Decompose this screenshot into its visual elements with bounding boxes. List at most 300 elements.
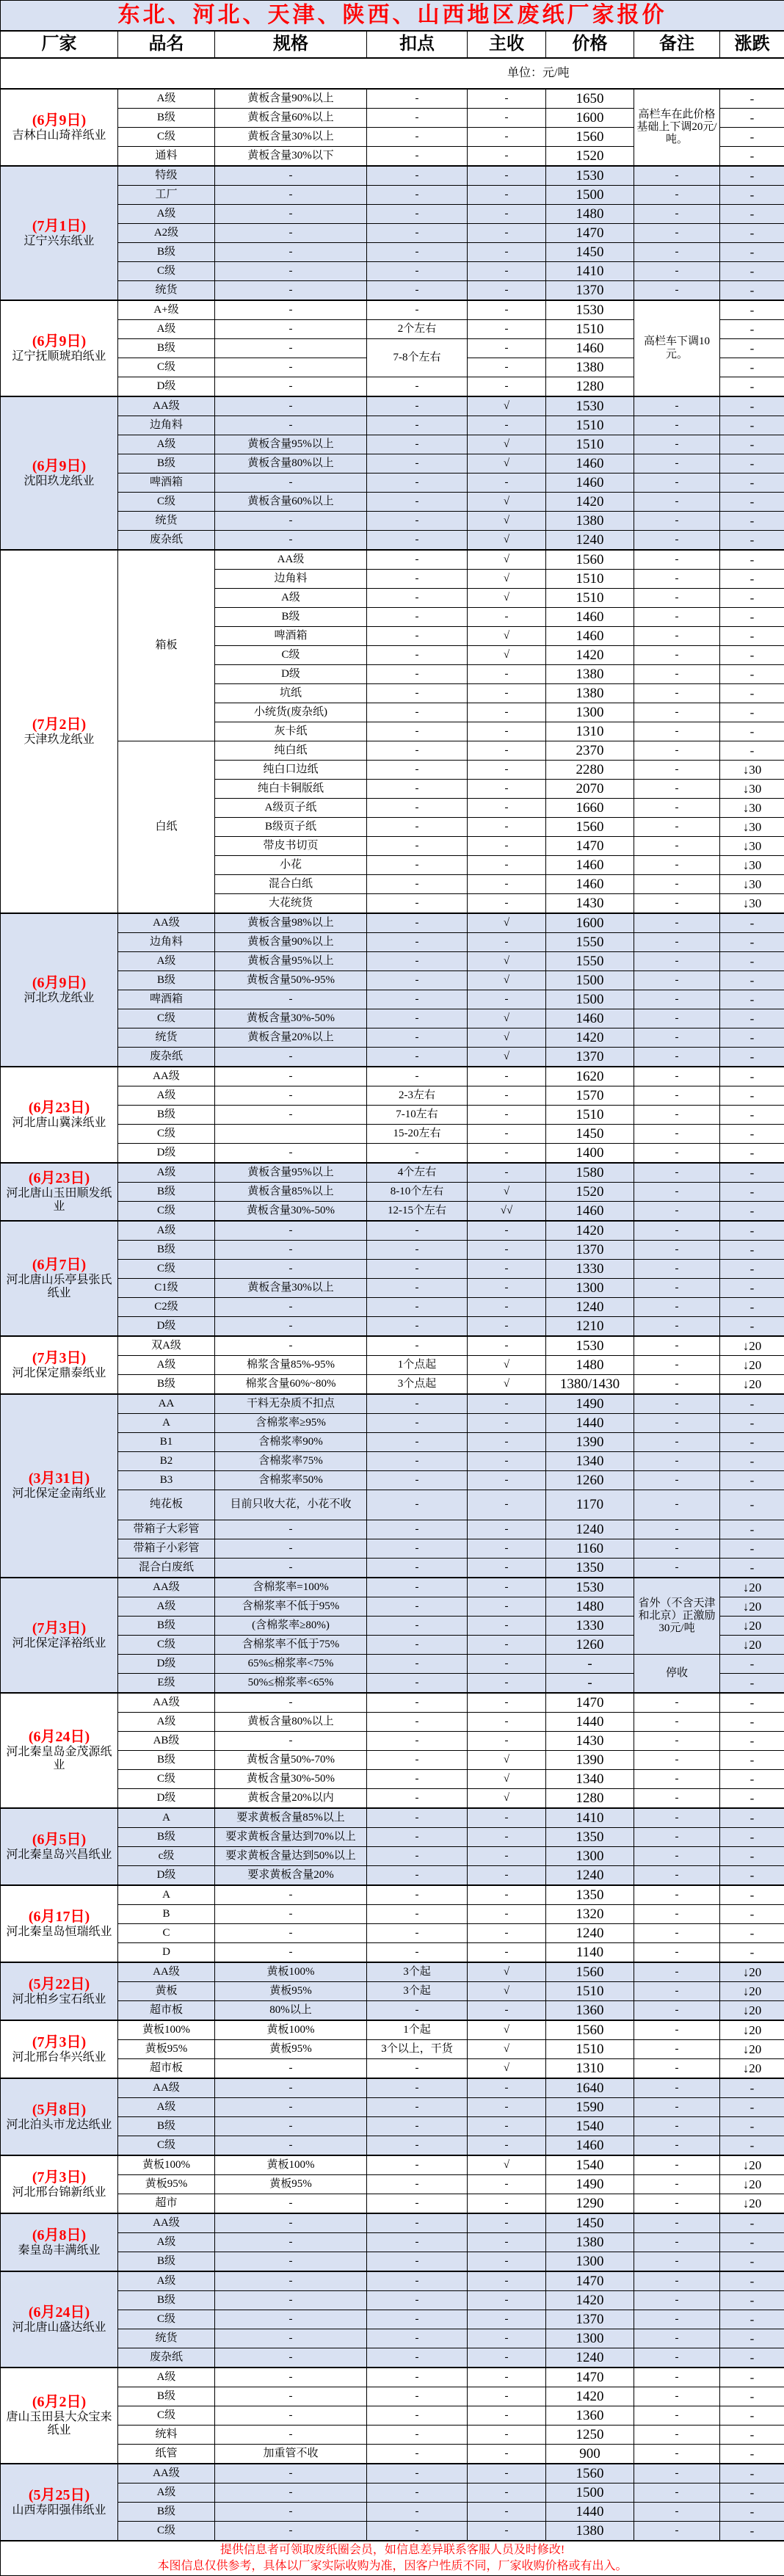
company-name: 河北保定泽裕纸业: [1, 1637, 117, 1650]
deduction-cell: -: [367, 531, 468, 551]
product-cell: 统货: [118, 2329, 215, 2348]
table-row: [1, 2348, 784, 2368]
product-cell: D级: [118, 1144, 215, 1164]
spec-cell: -: [215, 1559, 367, 1578]
price-cell: 1380: [546, 2233, 634, 2252]
main-cell: √: [468, 1982, 546, 2001]
change-cell: -: [720, 2484, 784, 2503]
main-cell: -: [468, 761, 546, 780]
main-cell: -: [468, 320, 546, 339]
company-name: 辽宁兴东纸业: [1, 235, 117, 248]
change-cell: -: [720, 416, 784, 435]
change-cell: -: [720, 1163, 784, 1183]
main-cell: -: [468, 128, 546, 147]
note-cell: -: [634, 1789, 720, 1809]
note-cell: -: [634, 665, 720, 684]
table-row: [1, 2291, 784, 2310]
price-cell: 1520: [546, 1183, 634, 1202]
main-cell: -: [468, 2213, 546, 2233]
deduction-cell: -: [367, 1559, 468, 1578]
note-cell: -: [634, 512, 720, 531]
deduction-cell: -: [367, 1905, 468, 1924]
price-cell: 1380: [546, 2522, 634, 2541]
change-cell: -: [720, 933, 784, 952]
price-cell: 1530: [546, 1336, 634, 1356]
table-row: [1, 1847, 784, 1866]
price-cell: 1300: [546, 2252, 634, 2272]
deduction-cell: 4个左右: [367, 1163, 468, 1183]
spec-cell: (含棉浆率≥80%): [215, 1617, 367, 1636]
main-cell: -: [468, 2368, 546, 2387]
spec-cell: -: [215, 1693, 367, 1713]
price-cell: 1330: [546, 1617, 634, 1636]
main-cell: √: [468, 589, 546, 608]
change-cell: ↓20: [720, 1636, 784, 1655]
table-row: [1, 1732, 784, 1751]
note-cell: -: [634, 1885, 720, 1905]
note-cell: -: [634, 2194, 720, 2214]
company-cell: [1, 166, 118, 300]
note-cell: -: [634, 1866, 720, 1886]
update-date: (6月9日): [1, 112, 117, 129]
main-cell: -: [468, 2426, 546, 2445]
table-row: [1, 531, 784, 551]
price-cell: 1440: [546, 2503, 634, 2522]
product-cell: C级: [118, 2310, 215, 2329]
spec-cell: 黄板含量95%以上: [215, 952, 367, 971]
spec-cell: 干料无杂质不扣点: [215, 1394, 367, 1414]
note-cell: -: [634, 2233, 720, 2252]
spec-cell: -: [215, 2059, 367, 2079]
spec-cell: 灰卡纸: [215, 722, 367, 741]
main-cell: -: [468, 1578, 546, 1597]
note-cell: -: [634, 1028, 720, 1048]
note-cell: -: [634, 1221, 720, 1241]
main-cell: √: [468, 1770, 546, 1789]
change-cell: ↓30: [720, 780, 784, 799]
price-cell: 1460: [546, 608, 634, 627]
update-date: (7月3日): [1, 2034, 117, 2051]
main-cell: √: [468, 493, 546, 512]
main-cell: √: [468, 531, 546, 551]
change-cell: -: [720, 166, 784, 186]
spec-cell: 黄板含量90%以上: [215, 933, 367, 952]
deduction-cell: -: [367, 1009, 468, 1028]
main-cell: -: [468, 186, 546, 205]
price-cell: 1600: [546, 109, 634, 128]
deduction-cell: -: [367, 2329, 468, 2348]
change-cell: -: [720, 1674, 784, 1694]
product-cell: C级: [118, 1009, 215, 1028]
company-name: 河北邢台华兴纸业: [1, 2051, 117, 2064]
spec-cell: -: [215, 474, 367, 493]
product-cell: B级: [118, 1828, 215, 1847]
price-cell: 1420: [546, 646, 634, 665]
change-cell: -: [720, 243, 784, 262]
note-cell: -: [634, 1260, 720, 1279]
spec-cell: -: [215, 358, 367, 377]
table-row: [1, 1789, 784, 1809]
company-cell: [1, 1962, 118, 2020]
spec-cell: 黄板含量80%以上: [215, 454, 367, 474]
change-cell: ↓20: [720, 2020, 784, 2040]
main-cell: √: [468, 1789, 546, 1809]
deduction-cell: -: [367, 665, 468, 684]
change-cell: -: [720, 512, 784, 531]
deduction-cell: -: [367, 2059, 468, 2079]
product-cell: 统货: [118, 281, 215, 301]
main-cell: -: [468, 377, 546, 397]
main-cell: -: [468, 1885, 546, 1905]
product-cell: B级: [118, 1375, 215, 1395]
spec-cell: 含棉浆率=100%: [215, 1578, 367, 1597]
price-cell: 1660: [546, 799, 634, 818]
company-name: 天津玖龙纸业: [1, 733, 117, 747]
spec-cell: -: [215, 1241, 367, 1260]
spec-cell: -: [215, 2522, 367, 2541]
update-date: (5月25日): [1, 2487, 117, 2504]
product-cell: C级: [118, 493, 215, 512]
price-cell: 1570: [546, 1086, 634, 1106]
product-cell: C2级: [118, 1298, 215, 1317]
table-row: [1, 1067, 784, 1086]
table-row: [1, 2194, 784, 2214]
main-cell: -: [468, 2522, 546, 2541]
deduction-cell: 3个起: [367, 1982, 468, 2001]
change-cell: -: [720, 2098, 784, 2117]
price-cell: 1640: [546, 2078, 634, 2098]
change-cell: -: [720, 224, 784, 243]
product-cell: A+级: [118, 300, 215, 320]
product-cell: AA级: [118, 1693, 215, 1713]
deduction-cell: -: [367, 1789, 468, 1809]
product-cell: 边角料: [118, 416, 215, 435]
main-cell: -: [468, 665, 546, 684]
spec-cell: 大花统货: [215, 894, 367, 914]
deduction-cell: -: [367, 2426, 468, 2445]
note-cell: -: [634, 435, 720, 454]
price-cell: 1460: [546, 1202, 634, 1222]
main-cell: -: [468, 608, 546, 627]
product-cell: B: [118, 1905, 215, 1924]
spec-cell: 黄板含量30%-50%: [215, 1202, 367, 1222]
deduction-cell: -: [367, 2445, 468, 2464]
spec-cell: -: [215, 2233, 367, 2252]
product-cell: A级: [118, 205, 215, 224]
price-cell: 1460: [546, 474, 634, 493]
header-spec: 规格: [215, 31, 367, 58]
company-cell: [1, 2078, 118, 2155]
change-cell: ↓20: [720, 1597, 784, 1617]
price-cell: 1310: [546, 722, 634, 741]
deduction-cell: -: [367, 2387, 468, 2406]
change-cell: ↓20: [720, 1578, 784, 1597]
spec-cell: 50%≤棉浆率<65%: [215, 1674, 367, 1694]
deduction-cell: -: [367, 1847, 468, 1866]
table-row: [1, 89, 784, 109]
note-cell: -: [634, 971, 720, 990]
product-cell: C级: [118, 2522, 215, 2541]
change-cell: -: [720, 1905, 784, 1924]
product-cell: A级: [118, 1356, 215, 1375]
note-cell: -: [634, 2078, 720, 2098]
table-row: [1, 205, 784, 224]
note-cell: -: [634, 1086, 720, 1106]
update-date: (6月17日): [1, 1909, 117, 1926]
table-row: [1, 933, 784, 952]
deduction-cell: -: [367, 856, 468, 875]
change-cell: -: [720, 1067, 784, 1086]
note-cell: -: [634, 205, 720, 224]
company-name: 河北唐山冀涞纸业: [1, 1117, 117, 1130]
change-cell: -: [720, 990, 784, 1009]
table-row: [1, 435, 784, 454]
update-date: (6月2日): [1, 2394, 117, 2411]
product-cell: C级: [118, 1125, 215, 1144]
table-body: [1, 89, 784, 2541]
change-cell: -: [720, 1048, 784, 1067]
company-name: 河北秦皇岛兴昌纸业: [1, 1848, 117, 1862]
deduction-cell: -: [367, 205, 468, 224]
deduction-cell: -: [367, 550, 468, 570]
change-cell: ↓30: [720, 761, 784, 780]
deduction-cell: -: [367, 1636, 468, 1655]
table-row: [1, 2001, 784, 2021]
company-name: 河北秦皇岛金茂源纸业: [1, 1746, 117, 1773]
product-cell: 白纸: [118, 741, 215, 914]
price-cell: 1510: [546, 1982, 634, 2001]
deduction-cell: -: [367, 1924, 468, 1943]
header-remarks: 备注: [634, 31, 720, 58]
note-cell: -: [634, 2484, 720, 2503]
spec-cell: -: [215, 281, 367, 301]
table-row: [1, 1106, 784, 1125]
main-cell: -: [468, 2098, 546, 2117]
deduction-cell: -: [367, 1471, 468, 1490]
deduction-cell: -: [367, 2098, 468, 2117]
table-row: [1, 1048, 784, 1067]
main-cell: √: [468, 550, 546, 570]
price-cell: 1360: [546, 2406, 634, 2426]
spec-cell: -: [215, 243, 367, 262]
main-cell: -: [468, 684, 546, 703]
update-date: (7月3日): [1, 1350, 117, 1367]
change-cell: ↓30: [720, 799, 784, 818]
update-date: (7月1日): [1, 218, 117, 235]
main-cell: -: [468, 1125, 546, 1144]
note-cell: -: [634, 1433, 720, 1452]
note-cell: -: [634, 684, 720, 703]
product-cell: A: [118, 1885, 215, 1905]
price-cell: 1280: [546, 377, 634, 397]
main-cell: √: [468, 646, 546, 665]
main-cell: √: [468, 396, 546, 416]
deduction-cell: -: [367, 454, 468, 474]
product-cell: AA级: [118, 2078, 215, 2098]
note-cell: 停收: [634, 1655, 720, 1694]
price-cell: 1400: [546, 1144, 634, 1164]
change-cell: ↓20: [720, 2175, 784, 2194]
spec-cell: -: [215, 262, 367, 281]
main-cell: √: [468, 1375, 546, 1395]
product-cell: C级: [118, 1770, 215, 1789]
note-cell: -: [634, 1520, 720, 1539]
price-cell: 1260: [546, 1636, 634, 1655]
update-date: (6月9日): [1, 333, 117, 350]
main-cell: -: [468, 2194, 546, 2214]
main-cell: -: [468, 2348, 546, 2368]
change-cell: -: [720, 1655, 784, 1674]
note-cell: -: [634, 166, 720, 186]
deduction-cell: -: [367, 1452, 468, 1471]
deduction-cell: -: [367, 1539, 468, 1559]
note-cell: -: [634, 2271, 720, 2291]
update-date: (6月23日): [1, 1100, 117, 1117]
main-cell: -: [468, 2503, 546, 2522]
table-row: [1, 913, 784, 933]
table-row: [1, 454, 784, 474]
price-cell: 1300: [546, 1847, 634, 1866]
price-cell: 1370: [546, 2310, 634, 2329]
table-row: [1, 1655, 784, 1674]
change-cell: -: [720, 2406, 784, 2426]
main-cell: -: [468, 894, 546, 914]
table-row: [1, 1163, 784, 1183]
spec-cell: 纯白纸: [215, 741, 367, 761]
spec-cell: 纯白口边纸: [215, 761, 367, 780]
deduction-cell: -: [367, 89, 468, 109]
price-cell: 1420: [546, 1221, 634, 1241]
change-cell: -: [720, 1789, 784, 1809]
deduction-cell: -: [367, 684, 468, 703]
price-cell: 1410: [546, 262, 634, 281]
spec-cell: 黄板含量95%以上: [215, 435, 367, 454]
deduction-cell: -: [367, 1490, 468, 1520]
change-cell: -: [720, 2252, 784, 2272]
table-row: [1, 2484, 784, 2503]
product-cell: 统货: [118, 1028, 215, 1048]
main-cell: √: [468, 1048, 546, 1067]
price-cell: 1250: [546, 2426, 634, 2445]
change-cell: -: [720, 454, 784, 474]
main-cell: -: [468, 875, 546, 894]
spec-cell: -: [215, 1943, 367, 1963]
main-cell: -: [468, 2001, 546, 2021]
spec-cell: -: [215, 1520, 367, 1539]
main-cell: -: [468, 1260, 546, 1279]
deduction-cell: -: [367, 1866, 468, 1886]
spec-cell: 含棉浆率75%: [215, 1452, 367, 1471]
price-cell: 2070: [546, 780, 634, 799]
company-name: 河北邢台锦新纸业: [1, 2186, 117, 2199]
product-cell: AA: [118, 1394, 215, 1414]
main-cell: √: [468, 570, 546, 589]
price-cell: 1300: [546, 1279, 634, 1298]
company-cell: [1, 1578, 118, 1693]
company-name: 河北唐山盛达纸业: [1, 2321, 117, 2334]
company-name: 河北唐山玉田顺发纸业: [1, 1187, 117, 1214]
table-row: [1, 2445, 784, 2464]
spec-cell: 黄板含量20%以上: [215, 1028, 367, 1048]
spec-cell: -: [215, 2387, 367, 2406]
price-cell: 1530: [546, 396, 634, 416]
change-cell: ↓20: [720, 1375, 784, 1395]
main-cell: -: [468, 1452, 546, 1471]
product-cell: A级: [118, 1163, 215, 1183]
price-cell: 1420: [546, 1028, 634, 1048]
main-cell: -: [468, 2464, 546, 2484]
change-cell: -: [720, 2233, 784, 2252]
main-cell: √√: [468, 1202, 546, 1222]
note-cell: -: [634, 2059, 720, 2079]
company-cell: [1, 1394, 118, 1578]
product-cell: 黄板100%: [118, 2155, 215, 2175]
main-cell: √: [468, 1751, 546, 1770]
main-cell: -: [468, 1106, 546, 1125]
product-cell: D级: [118, 377, 215, 397]
main-cell: -: [468, 2078, 546, 2098]
company-cell: [1, 2020, 118, 2078]
spec-cell: 黄板含量20%以内: [215, 1789, 367, 1809]
table-row: [1, 1241, 784, 1260]
price-cell: 1550: [546, 933, 634, 952]
main-cell: √: [468, 512, 546, 531]
product-cell: A: [118, 1414, 215, 1433]
spec-cell: 含棉浆率不低于95%: [215, 1597, 367, 1617]
note-cell: -: [634, 2348, 720, 2368]
change-cell: ↓20: [720, 1336, 784, 1356]
spec-cell: -: [215, 2368, 367, 2387]
company-name: 河北保定金南纸业: [1, 1487, 117, 1501]
note-cell: -: [634, 1924, 720, 1943]
header-change: 涨跌: [720, 31, 784, 58]
note-cell: -: [634, 990, 720, 1009]
table-row: [1, 1414, 784, 1433]
price-cell: 1450: [546, 1125, 634, 1144]
main-cell: -: [468, 1539, 546, 1559]
spec-cell: -: [215, 2291, 367, 2310]
note-cell: -: [634, 1106, 720, 1125]
note-cell: -: [634, 1471, 720, 1490]
price-cell: 1440: [546, 1713, 634, 1732]
table-row: [1, 1943, 784, 1963]
price-cell: 1460: [546, 454, 634, 474]
note-cell: -: [634, 1828, 720, 1847]
deduction-cell: -: [367, 1414, 468, 1433]
price-cell: 1370: [546, 281, 634, 301]
deduction-cell: -: [367, 1028, 468, 1048]
table-row: [1, 2040, 784, 2059]
change-cell: -: [720, 1828, 784, 1847]
note-cell: -: [634, 1808, 720, 1828]
main-cell: -: [468, 1471, 546, 1490]
update-date: (7月2日): [1, 716, 117, 733]
note-cell: -: [634, 396, 720, 416]
spec-cell: -: [215, 1106, 367, 1125]
change-cell: -: [720, 2368, 784, 2387]
main-cell: -: [468, 2233, 546, 2252]
table-row: [1, 1144, 784, 1164]
change-cell: -: [720, 1520, 784, 1539]
main-cell: -: [468, 2117, 546, 2136]
price-cell: 1340: [546, 1770, 634, 1789]
price-cell: 1160: [546, 1539, 634, 1559]
deduction-cell: -: [367, 2136, 468, 2156]
deduction-cell: -: [367, 780, 468, 799]
product-cell: B级: [118, 1106, 215, 1125]
note-cell: -: [634, 856, 720, 875]
note-cell: -: [634, 2001, 720, 2021]
